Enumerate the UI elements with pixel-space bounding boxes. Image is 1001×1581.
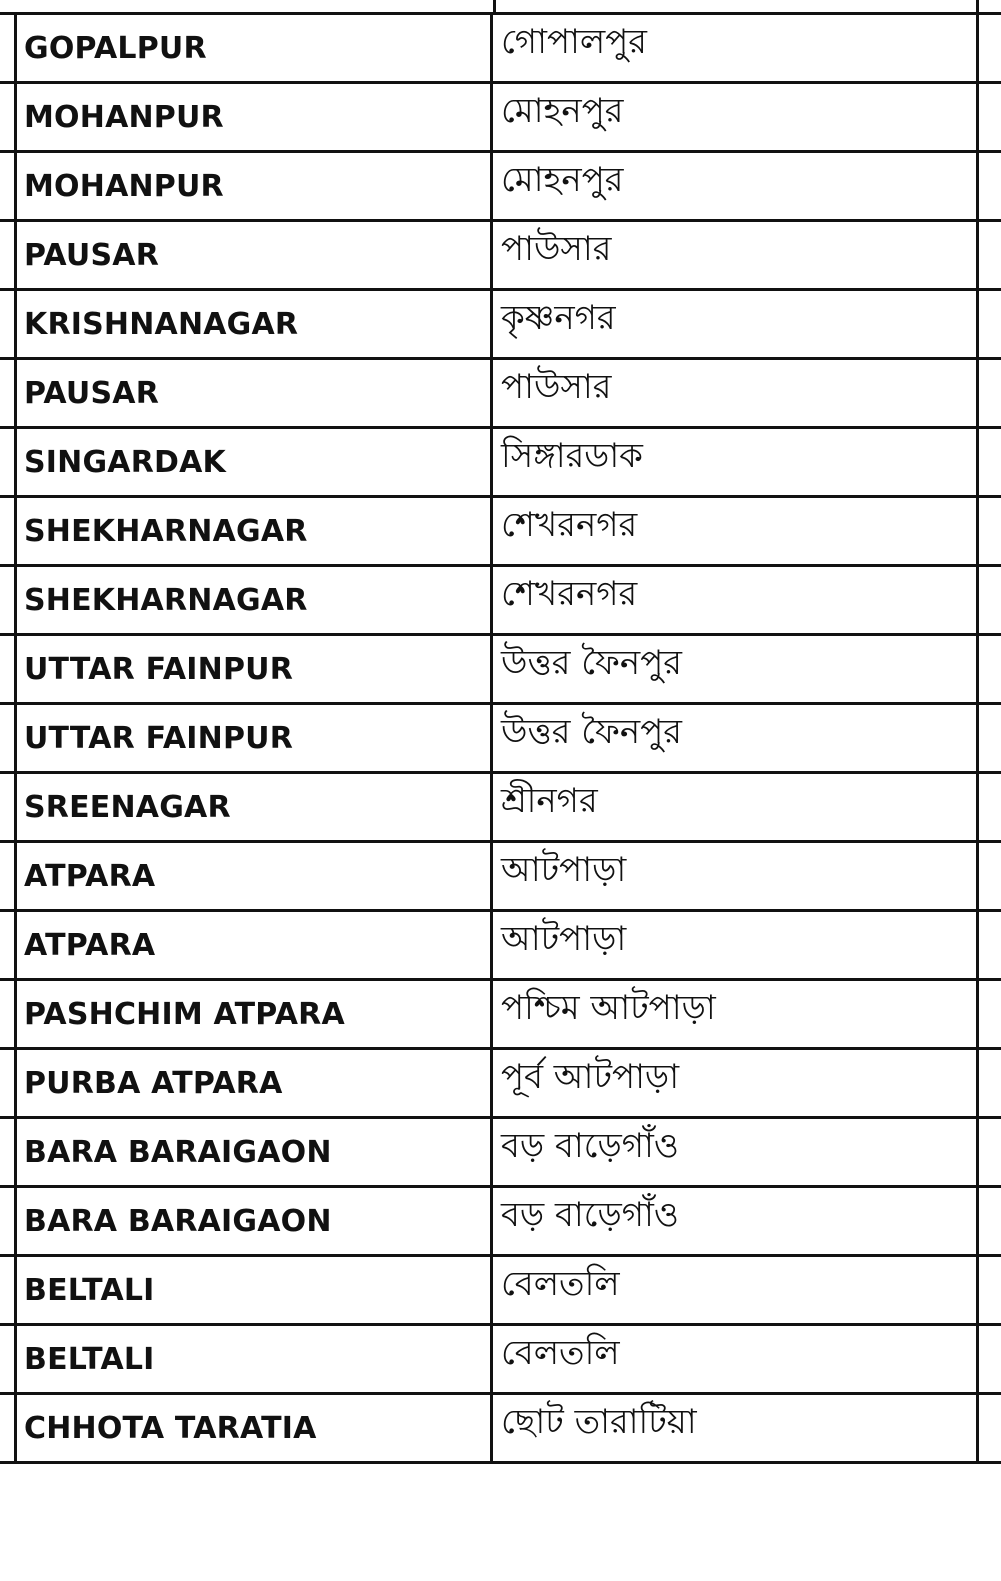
bengali-name-cell: সিঙ্গারডাক [493, 429, 979, 495]
edge-tick [0, 633, 14, 636]
edge-tick [979, 357, 1001, 360]
english-name-cell: PAUSAR [14, 360, 493, 426]
table-row [14, 15, 979, 84]
edge-tick [979, 978, 1001, 981]
table-row [14, 705, 979, 774]
bengali-name-cell: পূর্ব আটপাড়া [493, 1050, 979, 1116]
english-name-cell: SINGARDAK [14, 429, 493, 495]
edge-tick [0, 1461, 14, 1464]
edge-tick [0, 288, 14, 291]
bengali-name-cell: মোহনপুর [493, 84, 979, 150]
table-row [14, 1257, 979, 1326]
bengali-name-cell: উত্তর ফৈনপুর [493, 705, 979, 771]
table-row [14, 222, 979, 291]
table-row [14, 636, 979, 705]
edge-tick [979, 1116, 1001, 1119]
table-row [14, 1326, 979, 1395]
table-row [14, 981, 979, 1050]
edge-tick [979, 219, 1001, 222]
english-name-cell: GOPALPUR [14, 15, 493, 81]
edge-tick [979, 1461, 1001, 1464]
table-row [14, 84, 979, 153]
edge-tick [0, 978, 14, 981]
english-name-cell: BELTALI [14, 1326, 493, 1392]
edge-tick [979, 771, 1001, 774]
edge-tick [979, 1392, 1001, 1395]
table-row [14, 1188, 979, 1257]
english-name-cell: MOHANPUR [14, 153, 493, 219]
edge-tick [0, 1323, 14, 1326]
english-name-cell: BARA BARAIGAON [14, 1119, 493, 1185]
table-row [14, 843, 979, 912]
edge-tick [0, 426, 14, 429]
edge-tick [0, 495, 14, 498]
table-row [14, 291, 979, 360]
edge-tick [0, 81, 14, 84]
bengali-name-cell: পশ্চিম আটপাড়া [493, 981, 979, 1047]
table-row [14, 1395, 979, 1464]
edge-tick [979, 12, 1001, 15]
edge-tick [979, 1047, 1001, 1050]
english-name-cell: CHHOTA TARATIA [14, 1395, 493, 1461]
table-row [14, 912, 979, 981]
bengali-name-cell: বড় বাড়েগাঁও [493, 1188, 979, 1254]
edge-tick [0, 771, 14, 774]
table-row [14, 498, 979, 567]
english-name-cell: SHEKHARNAGAR [14, 498, 493, 564]
left-edge-ticks [0, 0, 14, 1460]
edge-tick [0, 909, 14, 912]
table-row [14, 1119, 979, 1188]
bengali-name-cell: পাউসার [493, 360, 979, 426]
edge-tick [0, 1392, 14, 1395]
english-name-cell: PAUSAR [14, 222, 493, 288]
edge-tick [979, 1254, 1001, 1257]
english-name-cell: PASHCHIM ATPARA [14, 981, 493, 1047]
bengali-name-cell: পাউসার [493, 222, 979, 288]
bengali-name-cell: উত্তর ফৈনপুর [493, 636, 979, 702]
table-row [14, 153, 979, 222]
edge-tick [0, 1185, 14, 1188]
edge-tick [0, 1254, 14, 1257]
english-name-cell: ATPARA [14, 912, 493, 978]
english-name-cell: ATPARA [14, 843, 493, 909]
right-edge-ticks [979, 0, 1001, 1460]
english-name-cell: MOHANPUR [14, 84, 493, 150]
english-name-cell: UTTAR FAINPUR [14, 705, 493, 771]
english-name-cell: BARA BARAIGAON [14, 1188, 493, 1254]
english-name-cell: SHEKHARNAGAR [14, 567, 493, 633]
edge-tick [979, 81, 1001, 84]
edge-tick [0, 357, 14, 360]
bengali-name-cell: বড় বাড়েগাঁও [493, 1119, 979, 1185]
edge-tick [979, 288, 1001, 291]
edge-tick [0, 1116, 14, 1119]
bengali-name-cell: বেলতলি [493, 1326, 979, 1392]
place-names-table [14, 12, 979, 1464]
edge-tick [0, 702, 14, 705]
bengali-name-cell: শেখরনগর [493, 498, 979, 564]
bengali-name-cell: শ্রীনগর [493, 774, 979, 840]
table-row [14, 774, 979, 843]
edge-tick [979, 150, 1001, 153]
bengali-name-cell: আটপাড়া [493, 843, 979, 909]
english-name-cell: PURBA ATPARA [14, 1050, 493, 1116]
edge-tick [979, 495, 1001, 498]
bengali-name-cell: কৃষ্ণনগর [493, 291, 979, 357]
edge-tick [979, 1323, 1001, 1326]
english-name-cell: UTTAR FAINPUR [14, 636, 493, 702]
bengali-name-cell: শেখরনগর [493, 567, 979, 633]
edge-tick [979, 1185, 1001, 1188]
english-name-cell: SREENAGAR [14, 774, 493, 840]
bengali-name-cell: ছোট তারাটিয়া [493, 1395, 979, 1461]
edge-tick [0, 564, 14, 567]
table-row [14, 1050, 979, 1119]
edge-tick [0, 219, 14, 222]
table-row [14, 360, 979, 429]
edge-tick [0, 840, 14, 843]
bengali-name-cell: বেলতলি [493, 1257, 979, 1323]
table-row [14, 429, 979, 498]
edge-tick [0, 150, 14, 153]
english-name-cell: BELTALI [14, 1257, 493, 1323]
edge-tick [0, 1047, 14, 1050]
edge-tick [979, 702, 1001, 705]
edge-tick [979, 426, 1001, 429]
edge-tick [0, 12, 14, 15]
edge-tick [979, 564, 1001, 567]
bengali-name-cell: আটপাড়া [493, 912, 979, 978]
english-name-cell: KRISHNANAGAR [14, 291, 493, 357]
edge-tick [979, 909, 1001, 912]
edge-tick [979, 840, 1001, 843]
bengali-name-cell: মোহনপুর [493, 153, 979, 219]
table-row [14, 567, 979, 636]
bengali-name-cell: গোপালপুর [493, 15, 979, 81]
edge-tick [979, 633, 1001, 636]
